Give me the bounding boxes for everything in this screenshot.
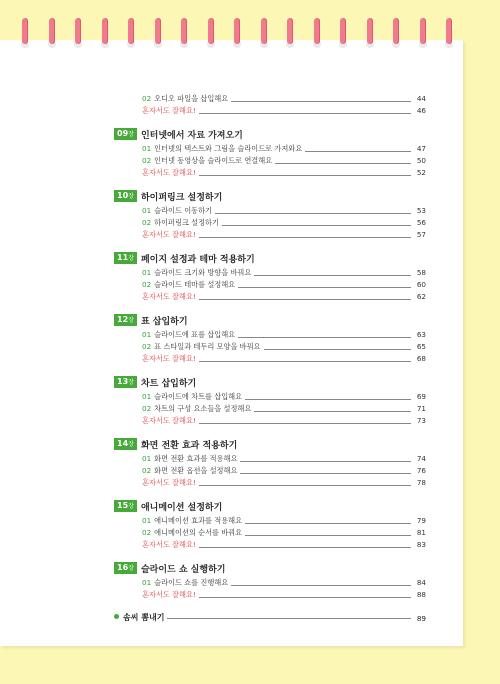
leader-line	[240, 473, 411, 474]
toc-entry[interactable]	[114, 93, 426, 105]
final-title: 솜씨 뽐내기	[123, 613, 165, 622]
entry-title: 슬라이드 쇼를 진행해요	[154, 578, 229, 587]
chapter-suffix: 장	[128, 379, 134, 386]
chapter-title: 차트 삽입하기	[140, 378, 197, 389]
toc-entry[interactable]	[114, 577, 426, 589]
binding-ring	[75, 18, 81, 44]
page-number: 79	[416, 516, 426, 525]
entry-number: 01	[142, 206, 152, 215]
chapter-badge	[114, 376, 137, 388]
leader-line	[199, 547, 411, 548]
leader-line	[199, 597, 411, 598]
leader-line	[275, 163, 411, 164]
chapter-badge	[114, 128, 137, 140]
entry-title: 오디오 파일을 삽입해요	[154, 94, 229, 103]
entry-title: 혼자서도 잘해요!	[142, 230, 196, 239]
binding-ring	[420, 18, 426, 44]
entry-number: 02	[142, 280, 152, 289]
chapter-badge	[114, 438, 137, 450]
binding-ring	[314, 18, 320, 44]
leader-line	[254, 411, 411, 412]
binding-ring	[446, 18, 452, 44]
entry-number: 01	[142, 268, 152, 277]
page-number: 84	[416, 578, 426, 587]
entry-number: 02	[142, 218, 152, 227]
binding-ring	[181, 18, 187, 44]
page-number: 83	[416, 540, 426, 549]
toc-entry[interactable]	[114, 155, 426, 167]
page-number: 56	[416, 218, 426, 227]
leader-line	[264, 349, 411, 350]
chapter-badge	[114, 190, 137, 202]
binding-ring	[49, 18, 55, 44]
toc-entry[interactable]	[114, 453, 426, 465]
toc-self-practice-entry[interactable]	[114, 291, 426, 303]
binding-ring	[367, 18, 373, 44]
chapter-heading[interactable]	[114, 561, 426, 575]
leader-line	[199, 485, 411, 486]
leader-line	[254, 275, 411, 276]
entry-title: 혼자서도 잘해요!	[142, 540, 196, 549]
chapter-title: 페이지 설정과 테마 적용하기	[140, 254, 255, 265]
page-number: 68	[416, 354, 426, 363]
leader-line	[199, 361, 411, 362]
toc-entry[interactable]	[114, 205, 426, 217]
leader-line	[199, 237, 411, 238]
leader-line	[215, 213, 411, 214]
leader-line	[231, 101, 411, 102]
entry-title: 혼자서도 잘해요!	[142, 354, 196, 363]
toc-entry[interactable]	[114, 465, 426, 477]
entry-title: 혼자서도 잘해요!	[142, 416, 196, 425]
chapter-badge	[114, 314, 137, 326]
binding-ring	[208, 18, 214, 44]
toc-entry[interactable]	[114, 341, 426, 353]
entry-title: 슬라이드에 차트를 삽입해요	[154, 392, 243, 401]
chapter-title: 슬라이드 쇼 실행하기	[140, 564, 226, 575]
leader-line	[305, 151, 411, 152]
entry-title: 표 스타일과 테두리 모양을 바꿔요	[154, 342, 261, 351]
leader-line	[240, 461, 411, 462]
entry-title: 인터넷의 텍스트와 그림을 슬라이드로 가져와요	[154, 144, 303, 153]
chapter-number: 14	[117, 439, 129, 448]
chapter-title: 화면 전환 효과 적용하기	[140, 440, 238, 451]
chapter-suffix: 장	[128, 193, 134, 200]
binding-ring	[393, 18, 399, 44]
chapter-title: 하이퍼링크 설정하기	[140, 192, 223, 203]
entry-number: 02	[142, 528, 152, 537]
entry-title: 혼자서도 잘해요!	[142, 590, 196, 599]
binding-ring	[155, 18, 161, 44]
page-number: 69	[416, 392, 426, 401]
binding-ring	[102, 18, 108, 44]
chapter-title: 애니메이션 설정하기	[140, 502, 223, 513]
chapter-number: 09	[117, 129, 129, 138]
page-number: 74	[416, 454, 426, 463]
toc-self-practice-entry[interactable]	[114, 415, 426, 427]
bullet-dot-icon	[114, 614, 119, 619]
page-number: 47	[416, 144, 426, 153]
toc-entry[interactable]	[114, 515, 426, 527]
entry-number: 01	[142, 330, 152, 339]
entry-number: 01	[142, 578, 152, 587]
chapter-suffix: 장	[128, 255, 134, 262]
chapter-heading[interactable]	[114, 127, 426, 141]
toc-self-practice-entry[interactable]	[114, 539, 426, 551]
page-number: 73	[416, 416, 426, 425]
page-number: 46	[416, 106, 426, 115]
toc-self-practice-entry[interactable]	[114, 167, 426, 179]
leader-line	[222, 225, 411, 226]
spiral-binding	[0, 18, 463, 48]
binding-ring	[234, 18, 240, 44]
chapter-suffix: 장	[128, 441, 134, 448]
page-number: 57	[416, 230, 426, 239]
chapter-heading[interactable]	[114, 375, 426, 389]
chapter-suffix: 장	[128, 131, 134, 138]
leader-line	[238, 337, 411, 338]
page-number: 78	[416, 478, 426, 487]
toc-entry[interactable]	[114, 329, 426, 341]
chapter-heading[interactable]	[114, 189, 426, 203]
page-number: 89	[416, 614, 426, 623]
page-number: 60	[416, 280, 426, 289]
page-number: 44	[416, 94, 426, 103]
leader-line	[199, 175, 411, 176]
entry-title: 혼자서도 잘해요!	[142, 168, 196, 177]
page-number: 50	[416, 156, 426, 165]
entry-number: 01	[142, 144, 152, 153]
entry-title: 화면 전환 옵션을 설정해요	[154, 466, 238, 475]
toc-entry[interactable]	[114, 403, 426, 415]
page-number: 58	[416, 268, 426, 277]
chapter-number: 16	[117, 563, 129, 572]
entry-title: 혼자서도 잘해요!	[142, 478, 196, 487]
entry-number: 02	[142, 156, 152, 165]
chapter-number: 11	[117, 253, 129, 262]
entry-title: 차트의 구성 요소들을 설정해요	[154, 404, 252, 413]
binding-ring	[128, 18, 134, 44]
chapter-badge	[114, 562, 137, 574]
chapter-number: 10	[117, 191, 129, 200]
final-section-entry[interactable]	[114, 609, 426, 623]
toc-self-practice-entry[interactable]	[114, 589, 426, 601]
leader-line	[231, 585, 411, 586]
entry-title: 하이퍼링크 설정하기	[154, 218, 219, 227]
chapter-heading[interactable]	[114, 313, 426, 327]
entry-title: 인터넷 동영상을 슬라이드로 연결해요	[154, 156, 273, 165]
page-number: 81	[416, 528, 426, 537]
table-of-contents	[114, 93, 426, 623]
toc-entry[interactable]	[114, 267, 426, 279]
entry-number: 01	[142, 516, 152, 525]
chapter-title: 인터넷에서 자료 가져오기	[140, 130, 243, 141]
chapter-number: 12	[117, 315, 129, 324]
binding-ring	[261, 18, 267, 44]
toc-entry[interactable]	[114, 217, 426, 229]
page-number: 62	[416, 292, 426, 301]
leader-line	[238, 287, 411, 288]
entry-number: 01	[142, 454, 152, 463]
leader-line	[245, 399, 411, 400]
chapter-heading[interactable]	[114, 437, 426, 451]
leader-line	[199, 299, 411, 300]
entry-number: 02	[142, 404, 152, 413]
entry-title: 슬라이드에 표를 삽입해요	[154, 330, 236, 339]
page-number: 65	[416, 342, 426, 351]
leader-line	[245, 535, 411, 536]
chapter-badge	[114, 500, 137, 512]
chapter-suffix: 장	[128, 317, 134, 324]
toc-entry[interactable]	[114, 391, 426, 403]
chapter-title: 표 삽입하기	[140, 316, 188, 327]
toc-self-practice-entry[interactable]	[114, 105, 426, 117]
entry-title: 애니메이션의 순서를 바꿔요	[154, 528, 243, 537]
leader-line	[199, 113, 411, 114]
toc-entry[interactable]	[114, 143, 426, 155]
entry-number: 02	[142, 342, 152, 351]
page-number: 52	[416, 168, 426, 177]
entry-title: 애니메이션 효과를 적용해요	[154, 516, 243, 525]
page-number: 53	[416, 206, 426, 215]
page-number: 63	[416, 330, 426, 339]
toc-self-practice-entry[interactable]	[114, 229, 426, 241]
binding-ring	[22, 18, 28, 44]
chapter-suffix: 장	[128, 565, 134, 572]
page-number: 76	[416, 466, 426, 475]
chapter-heading[interactable]	[114, 499, 426, 513]
leader-line	[245, 523, 411, 524]
binding-ring	[287, 18, 293, 44]
entry-title: 슬라이드 테마를 설정해요	[154, 280, 236, 289]
entry-number: 01	[142, 392, 152, 401]
entry-title: 혼자서도 잘해요!	[142, 292, 196, 301]
entry-title: 슬라이드 크기와 방향을 바꿔요	[154, 268, 252, 277]
chapter-number: 15	[117, 501, 129, 510]
leader-line	[167, 618, 411, 619]
chapter-badge	[114, 252, 137, 264]
chapter-suffix: 장	[128, 503, 134, 510]
leader-line	[199, 423, 411, 424]
entry-title: 혼자서도 잘해요!	[142, 106, 196, 115]
binding-ring	[340, 18, 346, 44]
entry-number: 02	[142, 94, 152, 103]
chapter-heading[interactable]	[114, 251, 426, 265]
entry-title: 화면 전환 효과를 적용해요	[154, 454, 238, 463]
toc-entry[interactable]	[114, 279, 426, 291]
page-number: 71	[416, 404, 426, 413]
toc-self-practice-entry[interactable]	[114, 477, 426, 489]
entry-number: 02	[142, 466, 152, 475]
toc-self-practice-entry[interactable]	[114, 353, 426, 365]
page-number: 88	[416, 590, 426, 599]
toc-entry[interactable]	[114, 527, 426, 539]
entry-title: 슬라이드 이동하기	[154, 206, 212, 215]
chapter-number: 13	[117, 377, 129, 386]
